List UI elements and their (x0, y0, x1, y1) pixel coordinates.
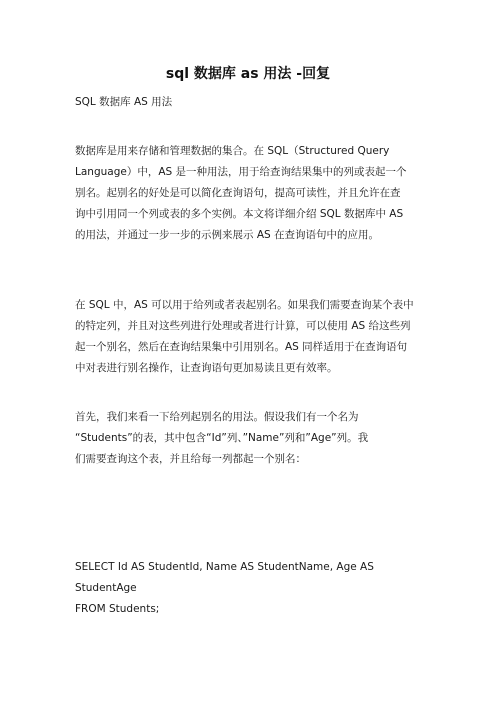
document-subtitle: SQL 数据库 AS 用法 (75, 96, 173, 108)
paragraph-alias-overview (75, 295, 423, 379)
paragraph-line: “Students”的表，其中包含“Id”列、”Name”列和”Age”列。我 (75, 432, 369, 444)
code-line: FROM Students; (75, 603, 160, 615)
paragraph-line: 中对表进行别名操作，让查询语句更加易读且更有效率。 (75, 362, 338, 374)
code-line: StudentAge (75, 582, 137, 594)
paragraph-line: 别名。起别名的好处是可以简化查询语句，提高可读性，并且允许在查 (75, 187, 401, 199)
code-line: SELECT Id AS StudentId, Name AS StudentName, Age AS (75, 561, 374, 573)
paragraph-line: 首先，我们来看一下给列起别名的用法。假设我们有一个名为 (75, 411, 359, 423)
paragraph-line: 数据库是用来存储和管理数据的集合。在 SQL（Structured Query (75, 145, 390, 157)
sql-code-block (75, 557, 423, 620)
paragraph-line: 起一个别名，然后在查询结果集中引用别名。AS 同样适用于在查询语句 (75, 341, 408, 353)
paragraph-line: 的特定列，并且对这些列进行处理或者进行计算，可以使用 AS 给这些列 (75, 320, 411, 332)
document-title: sql 数据库 as 用法 -回复 (165, 66, 331, 82)
paragraph-intro (75, 141, 423, 246)
paragraph-line: 询中引用同一个列或表的多个实例。本文将详细介绍 SQL 数据库中 AS (75, 208, 404, 220)
paragraph-line: Language）中，AS 是一种用法，用于给查询结果集中的列或表起一个 (75, 166, 407, 178)
paragraph-line: 在 SQL 中，AS 可以用于给列或者表起别名。如果我们需要查询某个表中 (75, 299, 414, 311)
paragraph-line: 的用法，并通过一步一步的示例来展示 AS 在查询语句中的应用。 (75, 229, 380, 241)
paragraph-line: 们需要查询这个表，并且给每一列都起一个别名： (75, 453, 306, 465)
paragraph-column-alias (75, 407, 423, 470)
